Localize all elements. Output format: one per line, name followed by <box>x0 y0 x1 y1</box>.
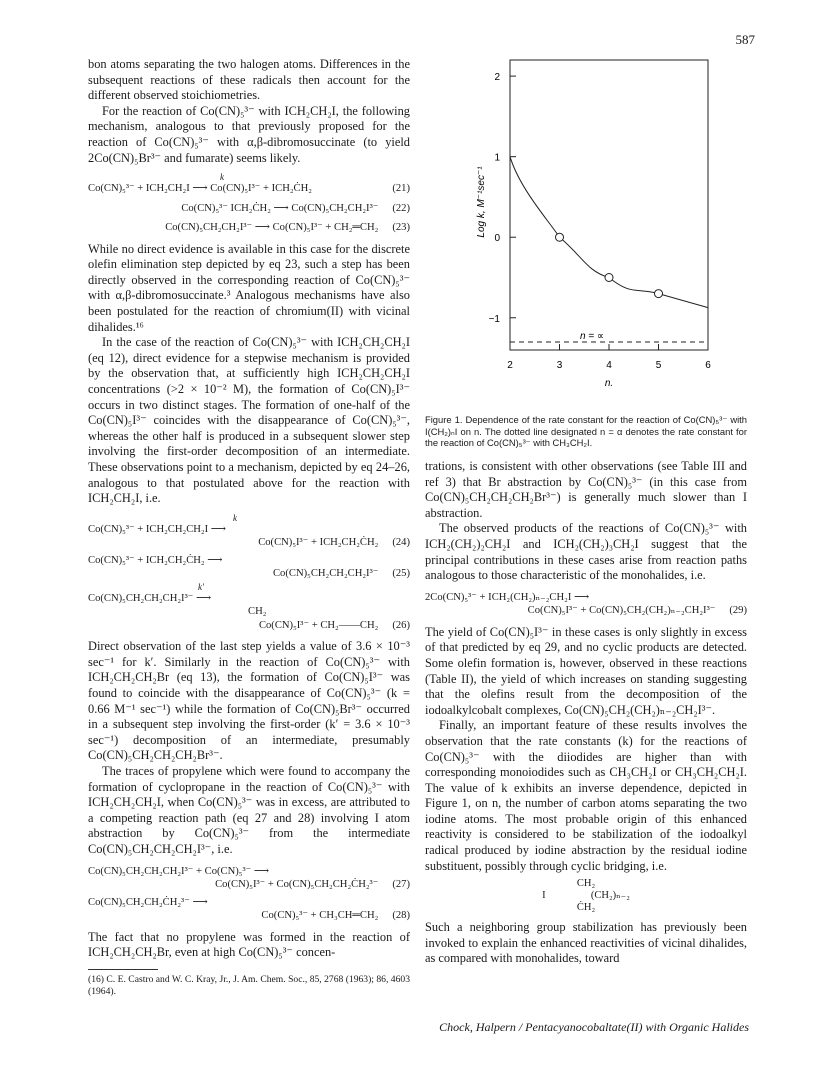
data-point <box>556 233 564 241</box>
plot-frame <box>510 60 708 350</box>
left-paragraph-6: The traces of propylene which were found to accompany the formation of cyclopropane in the reaction of Co(CN)₅³⁻ with ICH₂CH₂CH₂I, when Co(CN)₅³⁻ was in excess, are attributed to a competing reaction path (eq 27 and 28) involving I atom abstraction by Co(CN)₅³⁻ from the intermediate Co(CN)₅CH₂CH₂CH₂I³⁻, i.e. <box>88 764 410 856</box>
left-paragraph-3: While no direct evidence is available in this case for the discrete olefin elimination step depicted by eq 23, such a step has been directly observed in the corresponding reaction of Co(CN)₅³⁻ with α,β-dibromosuccinate.³ Analogous mechanisms have also been postulated for the reaction of chromium(II) with vicinal dihalides.¹⁶ <box>88 241 410 334</box>
x-tick-label: 2 <box>507 360 513 371</box>
footnote-rule <box>88 969 158 970</box>
equation-27 <box>88 878 410 892</box>
eq24-rate-label: k <box>233 512 237 523</box>
eq24-number: (24) <box>392 537 410 549</box>
eq26-rate-label: k′ <box>198 581 204 592</box>
right-paragraph-5: Such a neighboring group stabilization has previously been invoked to explain the enhanced reactivities of vicinal dihalides, as compared with monohalides, toward <box>425 920 747 966</box>
eq29-line-a: 2Co(CN)₅³⁻ + ICH₂(CH₂)ₙ₋₂CH₂I ⟶ <box>425 591 590 603</box>
eq28-line-a: Co(CN)₅CH₂CH₂ĊH₂³⁻ ⟶ <box>88 896 208 908</box>
right-paragraph-4: Finally, an important feature of these results involves the observation that the rate constants (k) for the reactions of Co(CN)₅³⁻ with the diiodides are higher than with corresponding monoiodides such as CH₃CH₂I or CH₃CH₂CH₂I. The value of k exhibits an inverse dependence, depicted in Figure 1, on n, the number of carbon atoms separating the two iodine atoms. The most probable origin of this enhanced reactivity is considered to be stabilization of the iodoalkyl radical produced by iodine abstraction by the residual iodine substituent, possibly through cyclic bridging, i.e. <box>425 718 747 873</box>
footnote-text: (16) C. E. Castro and W. C. Kray, Jr., J. Am. Chem. Soc., 85, 2768 (1963); 86, 4603 (1964). <box>88 973 410 997</box>
eq22-text: Co(CN)₅³⁻ ICH₂ĊH₂ ⟶ Co(CN)₅CH₂CH₂I³⁻ <box>181 202 379 214</box>
right-paragraph-1: trations, is consistent with other observations (see Table III and ref 3) that Br abstraction by Co(CN)₅³⁻ (in this case from Co(CN)₅CH₂CH₂CH₂Br³⁻) is generally much slower than I abstraction. <box>425 459 747 520</box>
bridged-radical-structure <box>425 878 747 914</box>
x-tick-label: 5 <box>655 360 662 371</box>
x-axis-label: n. <box>604 378 614 389</box>
equation-28 <box>88 909 410 923</box>
right-column <box>425 459 747 967</box>
eq29-number: (29) <box>729 605 747 617</box>
structure-bottom: ĊH₂ <box>576 902 596 914</box>
left-paragraph-5: Direct observation of the last step yields a value of 3.6 × 10⁻³ sec⁻¹ for k′. Similarly in the reaction of Co(CN)₅³⁻ with ICH₂CH₂CH₂Br (eq 13), the formation of Co(CN)₅I³⁻ was found to coincide with the disappearance of Co(CN)₅³⁻ (k = 0.66 M⁻¹ sec⁻¹) while the formation of Co(CN)₅Br³⁻ occurred in a subsequent step involving the first-order (k′ = 3.6 × 10⁻³ sec⁻¹) decomposition of an intermediate, presumably Co(CN)₅CH₂CH₂CH₂Br³⁻. <box>88 639 410 763</box>
equation-21 <box>88 182 410 196</box>
eq25-text: Co(CN)₅CH₂CH₂CH₂I³⁻ <box>272 568 379 580</box>
dotted-line-label: n = ∝ <box>579 330 605 342</box>
eq21-number: (21) <box>392 183 410 195</box>
eq26-line-a: Co(CN)₅CH₂CH₂CH₂I³⁻ ⟶ <box>88 592 212 604</box>
left-paragraph-1: bon atoms separating the two halogen atoms. Differences in the subsequent reactions of these radicals then account for the different observed stoichiometries. <box>88 57 410 103</box>
eq27-text: Co(CN)₅I³⁻ + Co(CN)₅CH₂CH₂ĊH₂³⁻ <box>215 879 379 891</box>
data-point <box>655 290 663 298</box>
eq27-line-a: Co(CN)₅CH₂CH₂CH₂I³⁻ + Co(CN)₅³⁻ ⟶ <box>88 865 270 877</box>
y-tick-label: −1 <box>488 313 500 325</box>
eq28-text: Co(CN)₅³⁻ + CH₃CH═CH₂ <box>261 910 379 922</box>
right-paragraph-3: The yield of Co(CN)₅I³⁻ in these cases is only slightly in excess of that predicted by eq 29, and no cyclic products are detected. Some olefin formation is, however, observed in these reactions (Table II), the yield of which increases on standing suggesting that the olefins result from the decomposition of the iodoalkylcobalt complexes, Co(CN)₅CH₂(CH₂)ₙ₋₂CH₂I³⁻. <box>425 624 747 717</box>
equation-29 <box>425 604 747 618</box>
y-tick-label: 0 <box>494 233 500 245</box>
equation-25 <box>88 567 410 581</box>
left-paragraph-7: The fact that no propylene was formed in the reaction of ICH₂CH₂CH₂Br, even at high Co(CN)₅³⁻ concen- <box>88 929 410 960</box>
equation-23 <box>88 221 410 235</box>
equations-21-23 <box>88 173 410 235</box>
structure-chain: (CH₂)ₙ₋₂ <box>590 890 630 902</box>
figure-caption: Figure 1. Dependence of the rate constant for the reaction of Co(CN)₅³⁻ with I(CH₂)ₙI on n. The dotted line designated n = α denotes the rate constant for the reaction of Co(CN)₅³⁻ with CH₃CH₂I. <box>425 414 747 448</box>
data-point <box>605 274 613 282</box>
eq29-text: Co(CN)₅I³⁻ + Co(CN)₅CH₂(CH₂)ₙ₋₂CH₂I³⁻ <box>527 605 716 617</box>
equation-26 <box>88 619 410 633</box>
eq22-number: (22) <box>392 202 410 214</box>
eq21-rate-label: k <box>220 172 224 183</box>
eq21-text: Co(CN)₅³⁻ + ICH₂CH₂I ⟶ Co(CN)₅I³⁻ + ICH₂ĊH₂ <box>88 183 312 195</box>
eq25-line-a: Co(CN)₅³⁻ + ICH₂CH₂ĊH₂ ⟶ <box>88 554 223 566</box>
eq28-number: (28) <box>392 910 410 922</box>
left-paragraph-2: For the reaction of Co(CN)₅³⁻ with ICH₂CH₂I, the following mechanism, analogous to that previously proposed for the reaction of Co(CN)₅³⁻ with α,β-dibromosuccinate (to yield 2Co(CN)₅Br³⁻ and fumarate) seems likely. <box>88 103 410 165</box>
left-paragraph-4: In the case of the reaction of Co(CN)₅³⁻ with ICH₂CH₂CH₂I (eq 12), direct evidence for a stepwise mechanism is provided by the observation that, at sufficiently high ICH₂CH₂CH₂I concentrations (>2 × 10⁻² M), the formation of Co(CN)₅I³⁻ occurs in two distinct stages. The formation of one-half of the Co(CN)₅I³⁻ coincides with the disappearance of Co(CN)₅³⁻, whereas the other half is produced in a subsequent slower step involving the first-order decomposition of an intermediate. These observations point to a mechanism, depicted by eq 24–26, analogous to that postulated above for the reaction with ICH₂CH₂I, i.e. <box>88 335 410 506</box>
structure-iodine: I <box>542 890 546 902</box>
running-footer: Chock, Halpern / Pentacyanocobaltate(II) with Organic Halides <box>439 1020 749 1034</box>
y-tick-label: 1 <box>494 152 500 164</box>
eq26-number: (26) <box>392 619 410 631</box>
eq26-ring-top: CH₂ <box>248 606 267 618</box>
figure-1-chart <box>470 52 720 392</box>
right-paragraph-2: The observed products of the reactions of Co(CN)₅³⁻ with ICH₂(CH₂)₂CH₂I and ICH₂(CH₂)₃CH₂I suggest that the principal contributions in these cases arise from reaction paths analogous to those characteristic of the monohalides, i.e. <box>425 521 747 583</box>
x-tick-label: 4 <box>606 360 612 371</box>
equation-22 <box>88 202 410 216</box>
x-tick-label: 6 <box>705 360 711 371</box>
page-number: 587 <box>735 32 755 47</box>
equations-24-26 <box>88 514 410 633</box>
equation-29-block <box>425 591 747 618</box>
left-column <box>88 57 410 998</box>
eq24-text: Co(CN)₅I³⁻ + ICH₂CH₂ĊH₂ <box>258 537 379 549</box>
y-axis-label: Log k, M⁻¹sec⁻¹ <box>476 166 487 238</box>
eq24-line-a: Co(CN)₅³⁻ + ICH₂CH₂CH₂I ⟶ <box>88 523 226 535</box>
x-tick-label: 3 <box>556 360 563 371</box>
y-tick-label: 2 <box>494 72 500 84</box>
structure-middle <box>425 890 747 902</box>
equations-27-28 <box>88 865 410 923</box>
eq23-number: (23) <box>392 222 410 234</box>
footnote-16 <box>88 969 410 998</box>
equation-24 <box>88 536 410 550</box>
eq25-number: (25) <box>392 568 410 580</box>
eq27-number: (27) <box>392 879 410 891</box>
data-curve <box>510 76 708 308</box>
structure-top: CH₂ <box>576 878 596 890</box>
eq26-text: Co(CN)₅I³⁻ + CH₂——CH₂ <box>258 619 379 631</box>
eq23-text: Co(CN)₅CH₂CH₂I³⁻ ⟶ Co(CN)₅I³⁻ + CH₂═CH₂ <box>165 222 379 234</box>
